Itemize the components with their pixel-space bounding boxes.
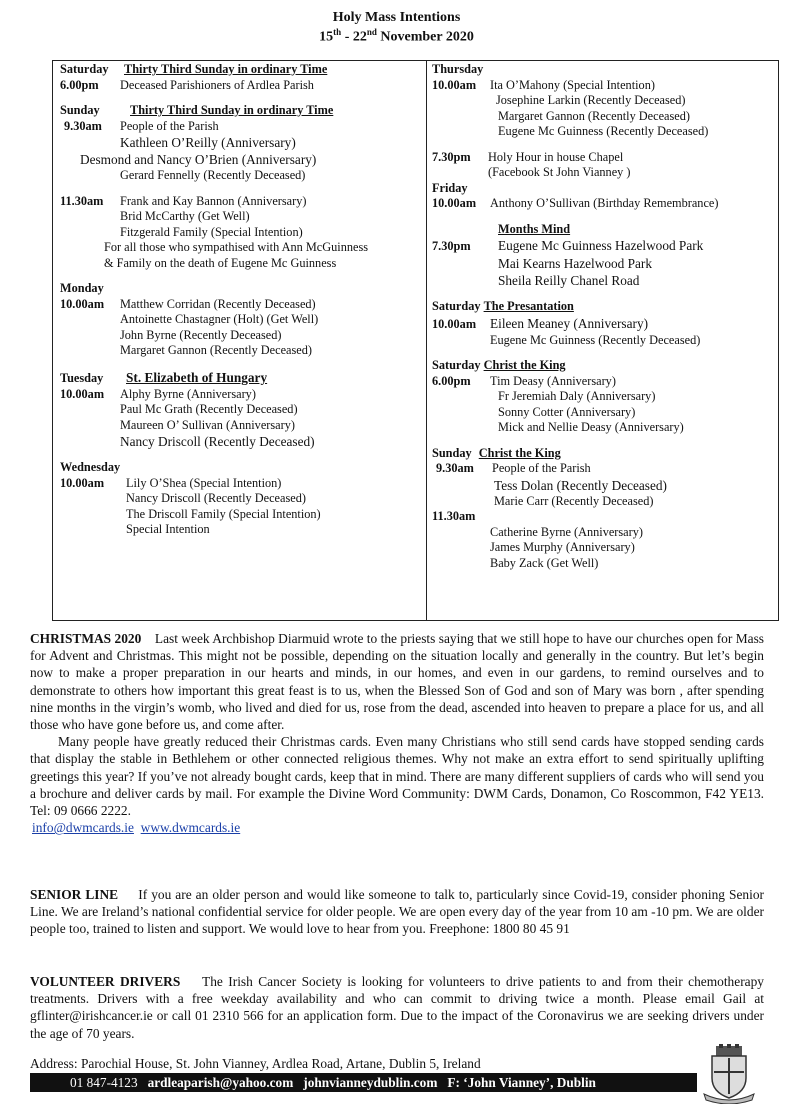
- right-column: [432, 62, 774, 571]
- intention: Alphy Byrne (Anniversary): [120, 386, 256, 401]
- parish-phone: 01 847-4123: [70, 1075, 138, 1090]
- intention: Matthew Corridan (Recently Deceased): [120, 296, 316, 311]
- christmas-paragraph-2: Many people have greatly reduced their Christmas cards. Even many Christians who still send cards have stopped sending cards that display the stable in Bethlehem or other connected religious themes. Why not make an extra effort to send spiritually uplifting greetings this year? If you’ve not already bought cards, keep that in mind. There are many different suppliers of cards who will send you a brochure and deliver cards by mail. For example the Divine Word Community: DWM Cards, Donamon, Co Roscommon, F42 YE13. Tel: 09 0666 2222.: [30, 734, 764, 819]
- christmas-title: CHRISTMAS 2020: [30, 631, 142, 646]
- volunteer-drivers-section: [30, 973, 764, 1042]
- intention: Mai Kearns Hazelwood Park: [498, 256, 652, 271]
- dwm-email-link[interactable]: info@dwmcards.ie: [32, 820, 134, 836]
- intention: Gerard Fennelly (Recently Deceased): [120, 168, 306, 182]
- mass-time: 7.30pm: [432, 239, 471, 253]
- mass-time: 10.00am: [432, 196, 477, 210]
- intention: Eileen Meaney (Anniversary): [490, 315, 649, 331]
- intention: Special Intention: [126, 522, 210, 536]
- volunteer-drivers-text: The Irish Cancer Society is looking for volunteers to drive patients to and from their chemotherapy treatments. Drivers with a free weekday availability and who can commit to driving twice a month. Please email Gail at gflinter@irishcancer.ie or call 01 2310 566 for an application form. Due to the impact of the Coronavirus we are seeking drivers under the age of 70 years.: [30, 974, 764, 1041]
- intention: Margaret Gannon (Recently Deceased): [498, 108, 690, 123]
- intention: Eugene Mc Guinness (Recently Deceased): [498, 124, 709, 138]
- feast-heading: The Presantation: [483, 299, 574, 313]
- intention: Mick and Nellie Deasy (Anniversary): [498, 420, 684, 434]
- feast-heading: Months Mind: [498, 221, 571, 236]
- mass-time: 7.30pm: [432, 149, 471, 164]
- intention: Lily O’Shea (Special Intention): [126, 475, 282, 490]
- parish-address: Address: Parochial House, St. John Vianney, Ardlea Road, Artane, Dublin 5, Ireland: [30, 1056, 481, 1071]
- mass-time: 6.00pm: [432, 373, 471, 388]
- day-label: Wednesday: [60, 460, 121, 474]
- intention: Catherine Byrne (Anniversary): [490, 524, 643, 539]
- mass-time: 9.30am: [436, 461, 474, 475]
- intention: & Family on the death of Eugene Mc Guinness: [104, 255, 337, 270]
- feast-heading: St. Elizabeth of Hungary: [126, 369, 268, 385]
- intention: Deceased Parishioners of Ardlea Parish: [120, 77, 314, 92]
- mass-time: 10.00am: [60, 296, 105, 311]
- mass-time: 11.30am: [432, 509, 476, 523]
- intention: Paul Mc Grath (Recently Deceased): [120, 402, 298, 416]
- day-label: Saturday: [432, 299, 481, 313]
- senior-line-section: [30, 886, 764, 938]
- day-label: Saturday: [432, 358, 481, 372]
- day-label: Monday: [60, 281, 104, 295]
- intention: Antoinette Chastagner (Holt) (Get Well): [120, 312, 319, 326]
- intention: People of the Parish: [492, 461, 591, 475]
- feast-heading: Christ the King: [478, 445, 561, 460]
- day-label: Saturday: [60, 62, 109, 76]
- intention: Brid McCarthy (Get Well): [120, 209, 250, 223]
- contact-bar: [30, 1073, 697, 1092]
- christmas-paragraph-1: Last week Archbishop Diarmuid wrote to the priests saying that we still hope to have our churches open for Mass for Advent and Christmas. This might not be possible, depending on the situation locally and generally in the country. But let’s begin now to make a proper preparation in our hearts and minds, in our homes, and even in our gardens, to remind ourselves and to demonstrate to others how important this great feast is to us, when the Blessed Son of God and son of Mary was born , after spending nine months in the virgin’s womb, who lived and died for us, rose from the dead, ascended into heaven to prepare a place for us, and all those who have gone before us, and come after.: [30, 631, 765, 733]
- intention: Fr Jeremiah Daly (Anniversary): [498, 389, 656, 403]
- mass-time: 10.00am: [60, 475, 105, 490]
- intention: Kathleen O’Reilly (Anniversary): [120, 135, 296, 150]
- feast-heading: Thirty Third Sunday in ordinary Time: [124, 62, 328, 76]
- feast-heading: Christ the King: [483, 358, 566, 372]
- mass-time: 6.00pm: [60, 77, 99, 92]
- parish-facebook: F: ‘John Vianney’, Dublin: [447, 1075, 596, 1090]
- intention: Josephine Larkin (Recently Deceased): [496, 93, 686, 107]
- day-label: Tuesday: [60, 370, 104, 385]
- parish-website[interactable]: johnvianneydublin.com: [303, 1075, 438, 1090]
- column-divider: [426, 60, 427, 620]
- day-label: Friday: [432, 180, 468, 195]
- intention: Holy Hour in house Chapel: [488, 149, 624, 164]
- intention: Eugene Mc Guinness Hazelwood Park: [498, 238, 704, 253]
- mass-time: 10.00am: [432, 316, 477, 331]
- mass-time: 10.00am: [432, 77, 477, 92]
- intention: Marie Carr (Recently Deceased): [494, 493, 654, 508]
- mass-time: 9.30am: [64, 118, 102, 133]
- intention: Fitzgerald Family (Special Intention): [120, 224, 303, 239]
- christmas-paragraph-2-block: [30, 733, 764, 819]
- intention: Tess Dolan (Recently Deceased): [494, 477, 667, 493]
- feast-heading: Thirty Third Sunday in ordinary Time: [130, 103, 334, 117]
- senior-line-title: SENIOR LINE: [30, 887, 119, 902]
- intention: Nancy Driscoll (Recently Deceased): [120, 434, 315, 449]
- day-label: Sunday: [60, 103, 100, 117]
- senior-line-text: If you are an older person and would like someone to talk to, particularly since Covid-19, consider phoning Senior Line. We are Ireland’s national confidential service for older people. We are open every day of the year from 10 am -10 pm. We are older people too, trained to listen and support. We would love to hear from you. Freephone: 1800 80 45 91: [30, 887, 764, 937]
- intention: Anthony O’Sullivan (Birthday Remembrance): [490, 196, 719, 210]
- intention: James Murphy (Anniversary): [490, 540, 635, 554]
- intention: People of the Parish: [120, 118, 219, 133]
- intention: Desmond and Nancy O’Brien (Anniversary): [80, 152, 317, 167]
- day-label: Thursday: [432, 62, 484, 76]
- intention: Maureen O’ Sullivan (Anniversary): [120, 417, 295, 432]
- intention: Margaret Gannon (Recently Deceased): [120, 343, 312, 357]
- page-title: Holy Mass Intentions: [332, 10, 461, 25]
- intention: John Byrne (Recently Deceased): [120, 327, 282, 342]
- volunteer-drivers-title: VOLUNTEER DRIVERS: [30, 974, 181, 989]
- intention: Eugene Mc Guinness (Recently Deceased): [490, 332, 701, 347]
- intention: The Driscoll Family (Special Intention): [126, 506, 321, 521]
- mass-time: 10.00am: [60, 386, 105, 401]
- day-label: Sunday: [432, 445, 472, 460]
- intention: Sonny Cotter (Anniversary): [498, 404, 636, 419]
- page-dates: 15th - 22nd November 2020: [319, 27, 474, 45]
- intention: (Facebook St John Vianney ): [488, 165, 631, 179]
- intention: Baby Zack (Get Well): [490, 555, 599, 570]
- parish-crest-icon: [702, 1044, 756, 1104]
- intention: Tim Deasy (Anniversary): [490, 373, 616, 388]
- intention: Sheila Reilly Chanel Road: [498, 273, 640, 288]
- parish-email[interactable]: ardleaparish@yahoo.com: [147, 1075, 294, 1090]
- intention: Nancy Driscoll (Recently Deceased): [126, 491, 306, 505]
- intention: Frank and Kay Bannon (Anniversary): [120, 193, 307, 208]
- left-column: [60, 62, 422, 538]
- christmas-section: [30, 630, 764, 836]
- dwm-web-link[interactable]: www.dwmcards.ie: [140, 820, 241, 836]
- intention: Ita O’Mahony (Special Intention): [490, 77, 655, 92]
- intention: For all those who sympathised with Ann McGuinness: [104, 240, 369, 254]
- mass-time: 11.30am: [60, 193, 104, 208]
